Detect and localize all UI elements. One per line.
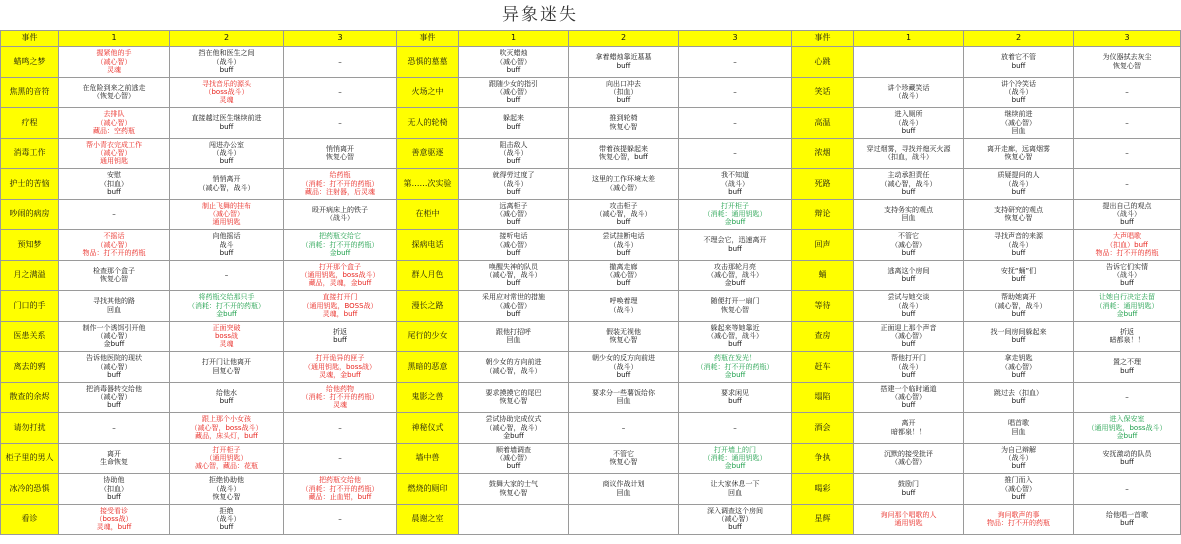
event-name-cell: 散查的余烬 [1,382,59,413]
option-cell: 直接越过医生继续前进 buff [170,108,284,139]
option-cell: 把消毒器转交给他 （减心智） buff [59,382,170,413]
option-cell: – [1074,382,1181,413]
option-cell: 接受看诊 （boss战） 灵魂，buff [59,504,170,535]
event-name-cell: 离去的鸦 [1,352,59,383]
option-cell: 不理会它，迅速离开 buff [679,230,792,261]
option-cell: 找一间房间躲起来 buff [964,321,1074,352]
event-name-cell: 墙中兽 [397,443,459,474]
option-cell: 要求分一些薯饭给你 回血 [569,382,679,413]
option-cell: 搭建一个临时通道 （减心智） buff [854,382,964,413]
event-name-cell: 疗程 [1,108,59,139]
event-name-cell: 回声 [792,230,854,261]
event-name-cell: 医患关系 [1,321,59,352]
option-cell [459,504,569,535]
event-name-cell: 辩论 [792,199,854,230]
table-row [1,321,1181,352]
option-cell: 制止飞舞的挂布 （减心智） 通用钥匙 [170,199,284,230]
table-row [1,138,1181,169]
option-cell: 闯进办公室 （战斗） buff [170,138,284,169]
option-cell: – [1074,108,1181,139]
option-cell: 大声唱歌 （扣血）buff 物品：打不开的药瓶 [1074,230,1181,261]
option-cell: 跳过去（扣血） buff [964,382,1074,413]
option-cell: – [284,443,397,474]
option-cell: 打开柜子 （消耗：通用钥匙） 金buff [679,199,792,230]
option-cell: 逃离这个房间 buff [854,260,964,291]
option-cell: 深入调查这个房间 （减心智） buff [679,504,792,535]
option-cell [854,47,964,78]
option-cell: 悄悄离开 （减心智，战斗） [170,169,284,200]
option-cell: 折返 buff [284,321,397,352]
option-cell: 让她自行决定去留 （消耗：通用钥匙） 金buff [1074,291,1181,322]
header-option-2: 2 [964,31,1074,47]
option-cell: – [679,413,792,444]
option-cell: 尝试与她交谈 （战斗） buff [854,291,964,322]
event-name-cell: 恐惧的墓墓 [397,47,459,78]
event-name-cell: 火场之中 [397,77,459,108]
option-cell: 询问歌声的事 物品：打不开的药瓶 [964,504,1074,535]
table-row [1,382,1181,413]
event-name-cell: 冰冷的恐惧 [1,474,59,505]
option-cell: 安慰 （扣血） buff [59,169,170,200]
event-name-cell: 查房 [792,321,854,352]
option-cell: 握紧他的手 （减心智） 灵魂 [59,47,170,78]
event-name-cell: 笑话 [792,77,854,108]
option-cell: 帮小青衣完成工作 （减心智） 通用钥匙 [59,138,170,169]
event-name-cell: 神秘仪式 [397,413,459,444]
header-option-2: 2 [170,31,284,47]
option-cell: 讲个冷笑话 （战斗） buff [964,77,1074,108]
event-name-cell: 善意驱逐 [397,138,459,169]
table-body [1,47,1181,535]
option-cell: – [569,413,679,444]
event-name-cell: 看诊 [1,504,59,535]
option-cell: 打开诡异的匣子 （通用钥匙，boss战） 灵魂，金buff [284,352,397,383]
table-row [1,260,1181,291]
option-cell: 要求闲见 buff [679,382,792,413]
option-cell: 不管它 恢复心智 [569,443,679,474]
option-cell: 躲起来 buff [459,108,569,139]
option-cell: 给他药物 （消耗：打不开的药瓶） 灵魂 [284,382,397,413]
event-name-cell: 吵闹的病房 [1,199,59,230]
option-cell: 打开墙上的门 （消耗：通用钥匙） 金buff [679,443,792,474]
event-name-cell: 预知梦 [1,230,59,261]
option-cell: 随便打开一扇门 恢复心智 [679,291,792,322]
option-cell: – [1074,169,1181,200]
event-name-cell: 燃烧的厕印 [397,474,459,505]
header-option-3: 3 [679,31,792,47]
option-cell: 安抚激动的队员 buff [1074,443,1181,474]
option-cell: 安抚“蛹”们 buff [964,260,1074,291]
header-event: 事件 [792,31,854,47]
option-cell: 支持研究的观点 恢复心智 [964,199,1074,230]
event-name-cell: 门口的手 [1,291,59,322]
header-option-2: 2 [569,31,679,47]
option-cell: 把药瓶交给它 （消耗：打不开的药瓶） 金buff [284,230,397,261]
option-cell: 推到轮椅 恢复心智 [569,108,679,139]
option-cell: – [679,47,792,78]
header-event: 事件 [397,31,459,47]
event-name-cell: 柜子里的男人 [1,443,59,474]
option-cell: 采用应对常世的措施 （减心智） buff [459,291,569,322]
option-cell: 折返 暗都泉！！ [1074,321,1181,352]
header-row [1,31,1181,47]
option-cell: 拒绝 （战斗） buff [170,504,284,535]
option-cell: 我不知道 （战斗） buff [679,169,792,200]
option-cell: 尝试挂断电话 （战斗） buff [569,230,679,261]
option-cell: 殴开病床上的铁子 （战斗） [284,199,397,230]
event-name-cell: 塌陷 [792,382,854,413]
option-cell: 给他唱一首歌 buff [1074,504,1181,535]
header-option-1: 1 [59,31,170,47]
option-cell: 告诉它们实情 （战斗） buff [1074,260,1181,291]
option-cell: 阻击敌人 （战斗） buff [459,138,569,169]
option-cell: 进入厕所 （战斗） buff [854,108,964,139]
option-cell: – [1074,474,1181,505]
event-name-cell: 探病电话 [397,230,459,261]
option-cell: – [284,77,397,108]
event-name-cell: 蛹 [792,260,854,291]
option-cell: 在危险到来之前逃走 （恢复心智） [59,77,170,108]
option-cell: 顺着墙调查 （减心智） buff [459,443,569,474]
option-cell: 将药瓶交给那只手 （消耗：打不开的药瓶） 金buff [170,291,284,322]
event-name-cell: 心跳 [792,47,854,78]
option-cell: 制作一个诱饵引开他 （减心智） 金buff [59,321,170,352]
option-cell: 鼓励门 buff [854,474,964,505]
event-name-cell: 酒会 [792,413,854,444]
option-cell: 打开那个盒子 （通用钥匙，boss战斗） 藏品，灵魂，金buff [284,260,397,291]
option-cell: 穿过烟雾，寻找并熄灭火源 （扣血，战斗） [854,138,964,169]
event-name-cell: 赶车 [792,352,854,383]
option-cell: 攻击柜子 （减心智，战斗） buff [569,199,679,230]
event-table [0,30,1181,535]
option-cell: 让大家休息一下 回血 [679,474,792,505]
option-cell: 朝少女的方向前进 （减心智，战斗） [459,352,569,383]
option-cell: 置之不理 buff [1074,352,1181,383]
option-cell: 拿着蜡烛靠近墓墓 buff [569,47,679,78]
event-name-cell: 请勿打扰 [1,413,59,444]
option-cell: 推门而入 （减心智） buff [964,474,1074,505]
option-cell: 打开门让他离开 回复心智 [170,352,284,383]
table-row [1,443,1181,474]
option-cell: – [170,260,284,291]
option-cell: 唱首歌 回血 [964,413,1074,444]
option-cell: 进入保安室 （通用钥匙，boss战斗） 金buff [1074,413,1181,444]
sheet-title: 异象迷失 [502,5,578,25]
option-cell: – [59,413,170,444]
option-cell: 撤离走廊 （减心智） buff [569,260,679,291]
option-cell: 打开柜子 （通用钥匙） 减心智，藏品：花瓶 [170,443,284,474]
option-cell: 正面突破 boss战 灵魂 [170,321,284,352]
option-cell: 攻击那轮月亮 （减心智，战斗） 金buff [679,260,792,291]
option-cell: 正面迎上那个声音 （减心智） buff [854,321,964,352]
option-cell: 这里的工作环境太差 （减心智） [569,169,679,200]
option-cell: 为仪器拭去灰尘 恢复心智 [1074,47,1181,78]
header-option-3: 3 [1074,31,1181,47]
option-cell: 讲个珍藏笑话 （战斗） [854,77,964,108]
option-cell: 带着孩提躲起来 恢复心智，buff [569,138,679,169]
event-name-cell: 浓烟 [792,138,854,169]
option-cell: 寻找其他的路 回血 [59,291,170,322]
option-cell: – [679,77,792,108]
option-cell: 躲起来等她靠近 （减心智，战斗） buff [679,321,792,352]
option-cell: 给药瓶 （消耗：打不开的药瓶） 藏品：注射器，后灵魂 [284,169,397,200]
option-cell: – [1074,77,1181,108]
table-row [1,504,1181,535]
event-name-cell: 在柜中 [397,199,459,230]
option-cell: – [679,108,792,139]
option-cell: 帮他打开门 （战斗） buff [854,352,964,383]
option-cell: 质疑提问的人 （战斗） buff [964,169,1074,200]
option-cell: 唤醒失神的队员 （减心智，战斗） buff [459,260,569,291]
option-cell: 沉默的接受批评 （减心智） [854,443,964,474]
option-cell: 支持务实的观点 回血 [854,199,964,230]
option-cell: 呼唤着理 （战斗） [569,291,679,322]
option-cell: 接听电话 （减心智） buff [459,230,569,261]
option-cell: 假装无视他 恢复心智 [569,321,679,352]
table-row [1,199,1181,230]
option-cell: 向他摇话 战斗 buff [170,230,284,261]
event-name-cell: 星辉 [792,504,854,535]
option-cell: 跟他打招呼 回血 [459,321,569,352]
option-cell: 跟随少女的指引 （减心智） buff [459,77,569,108]
event-name-cell: 晨谢之室 [397,504,459,535]
option-cell: 直接打开门 （通用钥匙，BOSS战） 灵魂，buff [284,291,397,322]
option-cell: 寻找音乐的源头 （boss战斗） 灵魂 [170,77,284,108]
event-name-cell: 鬼影之兽 [397,382,459,413]
option-cell: – [284,504,397,535]
event-name-cell: 争执 [792,443,854,474]
option-cell: 继续前进 （减心智） 回血 [964,108,1074,139]
option-cell: 吹灭蜡烛 （减心智） buff [459,47,569,78]
event-name-cell: 等待 [792,291,854,322]
table-row [1,47,1181,78]
option-cell: 询问那个唱歌的人 通用钥匙 [854,504,964,535]
option-cell: 尝试协助完成仪式 （减心智，战斗） 金buff [459,413,569,444]
event-name-cell: 漫长之路 [397,291,459,322]
option-cell: 跟上那个小女孩 （减心智，boss战斗） 藏品，床头灯，buff [170,413,284,444]
option-cell: 放着它不管 buff [964,47,1074,78]
option-cell: 把药瓶交给他 （消耗：打不开的药瓶） 藏品：止血钳，buff [284,474,397,505]
option-cell: 告诉他医院的现状 （减心智） buff [59,352,170,383]
option-cell [569,504,679,535]
event-name-cell: 护士的苦恼 [1,169,59,200]
option-cell: 挡在他和医生之间 （战斗） buff [170,47,284,78]
option-cell: – [1074,138,1181,169]
option-cell: 离开 暗都泉！！ [854,413,964,444]
event-name-cell: 群人月色 [397,260,459,291]
event-name-cell: 黑暗的恶意 [397,352,459,383]
option-cell: 商议作战计划 回血 [569,474,679,505]
option-cell: 不管它 （减心智） buff [854,230,964,261]
option-cell: 协助他 （扣血） buff [59,474,170,505]
event-name-cell: 消毒工作 [1,138,59,169]
option-cell: – [284,413,397,444]
option-cell: – [679,138,792,169]
table-row [1,169,1181,200]
option-cell: 不摇话 （减心智） 物品：打不开的药瓶 [59,230,170,261]
option-cell: 拒绝协助他 （战斗） 恢复心智 [170,474,284,505]
table-row [1,230,1181,261]
option-cell: 寻找声音的来源 （战斗） buff [964,230,1074,261]
option-cell: 检查那个盒子 恢复心智 [59,260,170,291]
option-cell: 离开 生命恢复 [59,443,170,474]
option-cell: – [59,199,170,230]
event-name-cell: 喝彩 [792,474,854,505]
option-cell: 悄悄离开 恢复心智 [284,138,397,169]
table-row [1,413,1181,444]
option-cell: 离开走廊，远离烟雾 恢复心智 [964,138,1074,169]
option-cell: 向出口冲去 （扣血） buff [569,77,679,108]
event-name-cell: 焦黑的音符 [1,77,59,108]
event-name-cell: 第……次实验 [397,169,459,200]
table-row [1,77,1181,108]
event-name-cell: 死路 [792,169,854,200]
option-cell: 药瓶在发光！ （消耗：打不开的药瓶） 金buff [679,352,792,383]
option-cell: 提出自己的观点 （战斗） buff [1074,199,1181,230]
header-option-3: 3 [284,31,397,47]
option-cell: 主动承担责任 （减心智，战斗） buff [854,169,964,200]
header-event: 事件 [1,31,59,47]
table-row [1,352,1181,383]
option-cell: 去排队 （减心智） 藏品：空药瓶 [59,108,170,139]
table-row [1,474,1181,505]
option-cell: 为自己辩解 （战斗） buff [964,443,1074,474]
event-name-cell: 高温 [792,108,854,139]
option-cell: 帮助她离开 （减心智，战斗） buff [964,291,1074,322]
event-name-cell: 月之满溢 [1,260,59,291]
option-cell: – [284,108,397,139]
option-cell: 远离柜子 （减心智） buff [459,199,569,230]
header-option-1: 1 [459,31,569,47]
event-name-cell: 无人的轮椅 [397,108,459,139]
table-row [1,291,1181,322]
header-option-1: 1 [854,31,964,47]
option-cell: 鼓舞大家的士气 恢复心智 [459,474,569,505]
option-cell: 拿走钥匙 （减心智） buff [964,352,1074,383]
option-cell: – [284,47,397,78]
option-cell: 朝少女的反方向前进 （战斗） buff [569,352,679,383]
option-cell: 给他水 buff [170,382,284,413]
option-cell: 要求摸摸它的尾巴 恢复心智 [459,382,569,413]
option-cell: 就得劳过度了 （战斗） buff [459,169,569,200]
table-row [1,108,1181,139]
event-name-cell: 蜡鸣之梦 [1,47,59,78]
event-name-cell: 尾行的少女 [397,321,459,352]
